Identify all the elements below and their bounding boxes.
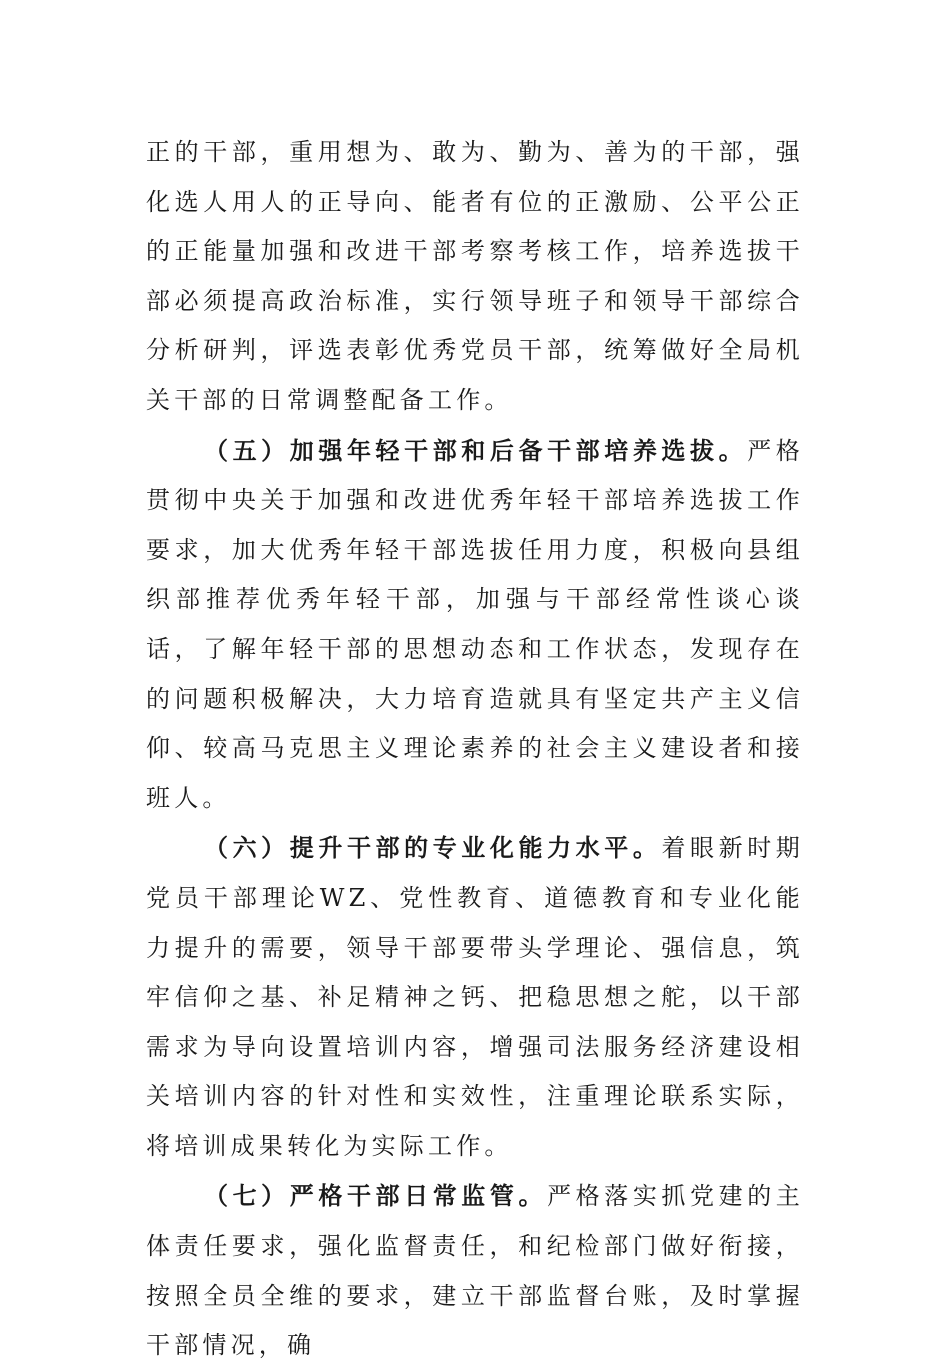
paragraph-section-six bbox=[146, 823, 804, 1171]
section-heading: （七）严格干部日常监管。 bbox=[204, 1181, 548, 1211]
paragraph-continuation bbox=[146, 128, 804, 426]
paragraph-text: 正的干部，重用想为、敢为、勤为、善为的干部，强化选人用人的正导向、能者有位的正激励、公平公正的正能量加强和改进干部考察考核工作，培养选拔干部必须提高政治标准，实行领导班子和领导干部综合分析研判，评选表彰优秀党员干部，统筹做好全局机关干部的日常调整配备工作。 bbox=[146, 138, 804, 414]
paragraph-text: 严格落实抓党建的主体责任要求，强化监督责任，和纪检部门做好衔接，按照全员全维的要求，建立干部监督台账，及时掌握干部情况，确 bbox=[146, 1182, 804, 1360]
paragraph-section-seven bbox=[146, 1171, 804, 1370]
paragraph-text: 着眼新时期党员干部理论WZ、党性教育、道德教育和专业化能力提升的需要，领导干部要带头学理论、强信息，筑牢信仰之基、补足精神之钙、把稳思想之舵，以干部需求为导向设置培训内容，增强司法服务经济建设相关培训内容的针对性和实效性，注重理论联系实际，将培训成果转化为实际工作。 bbox=[146, 834, 804, 1160]
document-body bbox=[146, 128, 804, 1371]
paragraph-text: 严格贯彻中央关于加强和改进优秀年轻干部培养选拔工作要求，加大优秀年轻干部选拔任用力度，积极向县组织部推荐优秀年轻干部，加强与干部经常性谈心谈话，了解年轻干部的思想动态和工作状态，发现存在的问题积极解决，大力培育造就具有坚定共产主义信仰、较高马克思主义理论素养的社会主义建设者和接班人。 bbox=[146, 436, 804, 812]
paragraph-section-five bbox=[146, 426, 804, 824]
section-heading: （五）加强年轻干部和后备干部培养选拔。 bbox=[204, 435, 748, 465]
section-heading: （六）提升干部的专业化能力水平。 bbox=[204, 833, 662, 863]
